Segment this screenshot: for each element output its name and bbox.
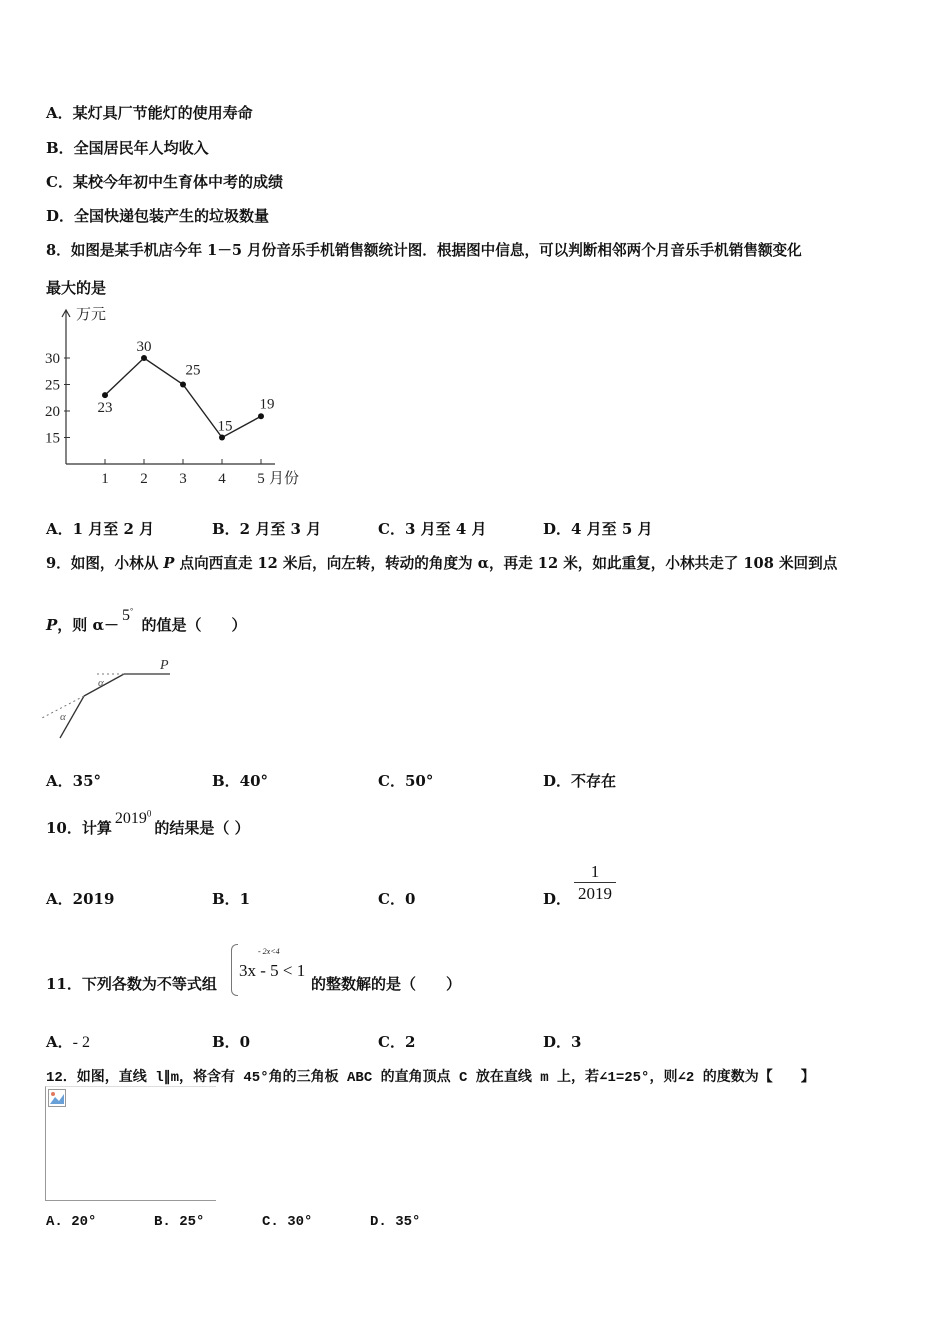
q9-degree-mark: ° [130, 606, 134, 616]
q10-power-expression [112, 810, 155, 827]
q11-option-a-value: - 2 [72, 1034, 90, 1051]
data-label: 23 [97, 400, 113, 417]
q9-option-d: D．不存在 [543, 772, 617, 790]
q11-inequality-1: - 2x<4 [258, 947, 280, 956]
q11-option-a-label: A． [46, 1033, 73, 1051]
q8-option-a: A．1 月至 2 月 [46, 520, 155, 538]
q9-stem-line2 [46, 606, 247, 635]
q9-figure-alpha-1: α [98, 677, 104, 689]
q8-option-c: C．3 月至 4 月 [378, 520, 487, 538]
y-tick-label: 30 [45, 351, 60, 367]
x-tick-label: 5 [257, 471, 265, 487]
q9-option-a: A．35° [46, 772, 102, 790]
x-tick-label: 3 [179, 471, 187, 487]
sales-series-line [105, 358, 261, 438]
q11-option-a [46, 1031, 90, 1052]
sales-line-chart [40, 302, 320, 492]
y-tick-label: 20 [45, 404, 60, 420]
y-tick-label: 15 [45, 430, 60, 447]
x-axis-label: 月份 [269, 471, 300, 487]
q12-option-a: A. 20° [46, 1214, 97, 1230]
q9-text-c: ，则 α－ [57, 616, 120, 634]
q9-five: 5 [122, 607, 131, 624]
q10-fraction-denominator: 2019 [574, 882, 616, 905]
data-point [180, 382, 186, 388]
data-label: 15 [217, 418, 233, 435]
q9-figure-alpha-2: α [60, 711, 66, 723]
q9-text-a: 9．如图，小林从 [46, 555, 164, 572]
q7-option-b: B．全国居民年人均收入 [46, 139, 209, 157]
q12-broken-image [45, 1086, 216, 1201]
q10-option-d: D． [543, 890, 572, 908]
data-label: 19 [259, 396, 275, 413]
x-tick-label: 2 [140, 471, 148, 487]
q8-option-d: D．4 月至 5 月 [543, 520, 653, 538]
q9-stem-line1 [46, 552, 837, 573]
q10-fraction [574, 862, 616, 905]
q11-prefix: 11．下列各数为不等式组 [46, 975, 217, 993]
data-point [258, 413, 264, 419]
data-point [102, 392, 108, 398]
q9-text-d: 的值是（ ） [136, 616, 247, 634]
q10-fraction-numerator: 1 [590, 862, 600, 881]
q9-option-b: B．40° [212, 772, 269, 790]
y-axis-label: 万元 [76, 307, 107, 323]
q9-point-p-2: P [46, 616, 58, 634]
q11-option-b: B．0 [212, 1033, 251, 1051]
q10-stem [46, 808, 250, 838]
broken-image-icon [48, 1089, 66, 1107]
q10-base: 2019 [114, 810, 147, 827]
q9-option-c: C．50° [378, 772, 434, 790]
q11-option-c: C．2 [378, 1033, 416, 1051]
q10-prefix: 10．计算 [46, 819, 112, 837]
data-label: 25 [185, 362, 201, 379]
q7-option-a: A．某灯具厂节能灯的使用寿命 [46, 104, 253, 122]
q8-stem-line2: 最大的是 [46, 279, 107, 297]
q9-text-b: 点向西直走 12 米后，向左转，转动的角度为 α，再走 12 米，如此重复，小林共走了 108 米回到点 [174, 555, 838, 572]
q9-path-figure [40, 652, 180, 744]
x-tick-label: 4 [218, 471, 226, 487]
x-tick-label: 1 [101, 471, 109, 487]
q11-brace [231, 944, 238, 996]
data-point [141, 355, 147, 361]
q9-five-degrees [119, 607, 136, 624]
q10-suffix: 的结果是（ ） [154, 819, 250, 837]
q11-option-d: D．3 [543, 1033, 582, 1051]
q12-stem: 12．如图，直线 l∥m，将含有 45°角的三角板 ABC 的直角顶点 C 放在直线 m 上，若∠1=25°，则∠2 的度数为【 】 [46, 1070, 815, 1086]
q9-figure-label-p: P [160, 658, 169, 673]
q10-option-c: C．0 [378, 890, 416, 908]
y-tick-label: 25 [45, 377, 60, 394]
q12-option-c: C. 30° [262, 1214, 313, 1230]
q11-inequality-2: 3x - 5 < 1 [239, 961, 306, 980]
q12-option-d: D. 35° [370, 1214, 421, 1230]
data-label: 30 [136, 339, 152, 355]
q12-option-b: B. 25° [154, 1214, 205, 1230]
data-point [219, 435, 225, 441]
q8-option-b: B．2 月至 3 月 [212, 520, 322, 538]
q10-option-a: A．2019 [46, 890, 115, 908]
q10-exponent: 0 [146, 808, 152, 819]
q7-option-d: D．全国快递包装产生的垃圾数量 [46, 207, 270, 225]
q11-suffix: 的整数解的是（ ） [311, 975, 462, 993]
q10-option-b: B．1 [212, 890, 251, 908]
q7-option-c: C．某校今年初中生育体中考的成绩 [46, 173, 283, 191]
q8-stem-line1: 8．如图是某手机店今年 1－5 月份音乐手机销售额统计图．根据图中信息，可以判断相邻两个月音乐手机销售额变化 [46, 242, 802, 259]
q9-point-p: P [163, 555, 175, 572]
q9-path-segment-2 [84, 674, 124, 696]
